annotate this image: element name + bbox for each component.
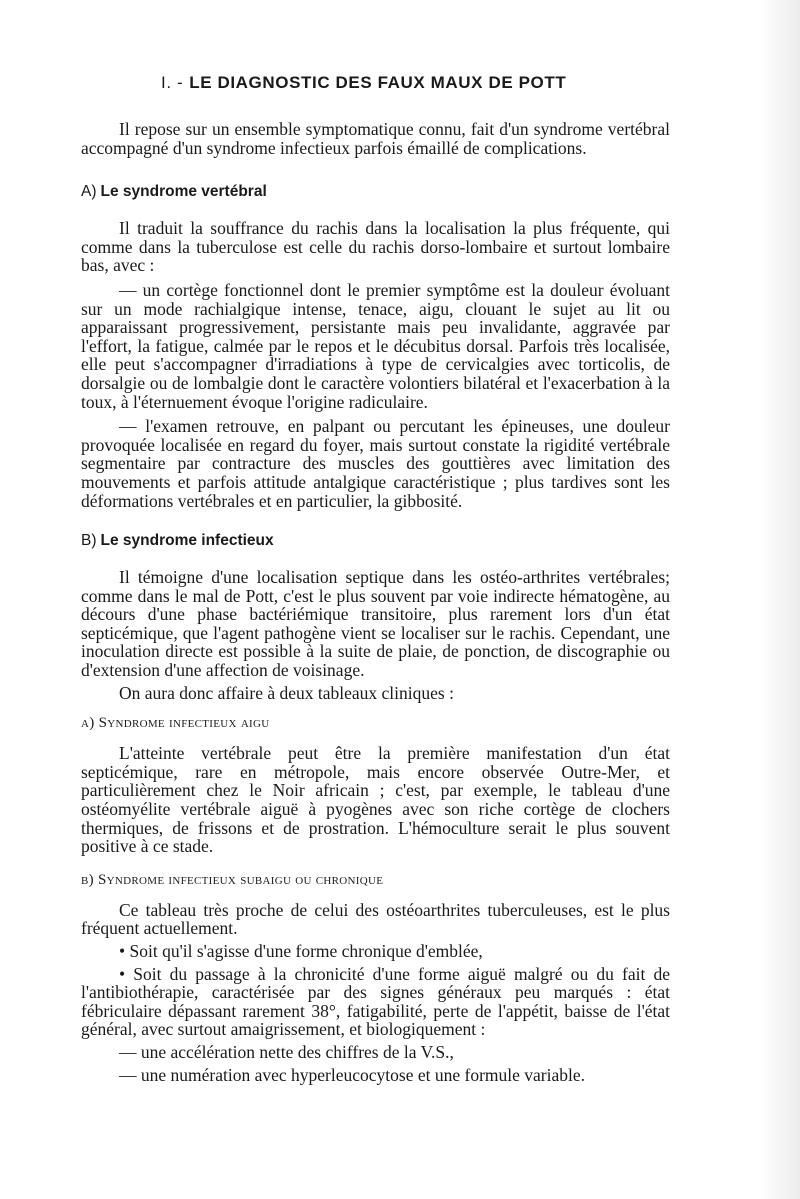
section-a-paragraph-1: Il traduit la souffrance du rachis dans la localisation la plus fréquente, qui comme dans la tuberculose est celle du rachis dorso-lombaire et surtout lombaire bas, avec : <box>81 218 670 276</box>
section-b-title: Le syndrome infectieux <box>100 532 274 550</box>
section-a-title: Le syndrome vertébral <box>100 183 267 201</box>
subsection-a-paragraph-1: L'atteinte vertébrale peut être la première manifestation d'un état septicémique, rare en métropole, mais encore observée Outre-Mer, et particulièrement chez le Noir africain ; c'est, par exemple, le tableau d'une ostéomyélite vertébrale aiguë à pyogènes avec son riche cortège de clochers thermiques, de frissons et de prostration. L'hémoculture serait le plus souvent positive à ce stade. <box>81 743 670 857</box>
title-number: I. - <box>161 73 184 92</box>
section-b-letter: B) <box>81 532 97 550</box>
subsection-acute <box>81 715 670 856</box>
title-text: LE DIAGNOSTIC DES FAUX MAUX DE POTT <box>189 73 567 92</box>
section-b-paragraph-1: Il témoigne d'une localisation septique dans les ostéo-arthrites vertébrales; comme dans le mal de Pott, c'est le plus souvent par voie indirecte hématogène, au décours d'une phase bactériémique transitoire, plus rarement lors d'un état septicémique, que l'agent pathogène vient se localiser sur le rachis. Cependant, une inoculation directe est possible à la suite de plaie, de ponction, de discographie ou d'extension d'une affection de voisinage. <box>81 567 670 681</box>
subsection-b-paragraph-4: — une accélération nette des chiffres de la V.S., <box>119 1041 454 1062</box>
section-a-paragraph-3: — l'examen retrouve, en palpant ou percutant les épineuses, une douleur provoquée localisée en regard du foyer, mais surtout constate la rigidité vertébrale segmentaire par contracture des muscles des gouttières avec limitation des mouvements et parfois attitude antalgique caractéristique ; plus tardives sont les déformations vertébrales et en particulier, la gibbosité. <box>81 416 670 511</box>
intro-paragraph: Il repose sur un ensemble symptomatique connu, fait d'un syndrome vertébral accompagné d'un syndrome infectieux parfois émaillé de complications. <box>81 119 670 158</box>
section-a-heading <box>81 183 670 201</box>
section-a-paragraph-2: — un cortège fonctionnel dont le premier symptôme est la douleur évoluant sur un mode rachialgique intense, tenace, aigu, clouant le sujet au lit ou apparaissant progressivement, persistante mais peu invalidante, aggravée par l'effort, la fatigue, calmée par le repos et le décubitus dorsal. Parfois très localisée, elle peut s'accompagner d'irradiations à type de cervicalgies avec torticolis, de dorsalgie ou de lombalgie dont le caractère volontiers bilatéral et l'exacerbation à la toux, à l'éternuement évoque l'origine radiculaire. <box>81 279 670 412</box>
section-vertebral <box>81 183 670 510</box>
subsection-a-heading: a) Syndrome infectieux aigu <box>81 715 270 732</box>
subsection-chronic <box>81 872 670 1084</box>
section-b-paragraph-2: On aura donc affaire à deux tableaux cliniques : <box>119 682 454 703</box>
section-a-letter: A) <box>81 183 97 201</box>
subsection-b-paragraph-2: • Soit qu'il s'agisse d'une forme chronique d'emblée, <box>119 941 483 961</box>
subsection-b-paragraph-3: • Soit du passage à la chronicité d'une forme aiguë malgré ou du fait de l'antibiothérapie, caractérisée par des signes généraux peu marqués : état fébriculaire dépassant rarement 38°, fatigabilité, perte de l'appétit, baisse de l'état général, avec surtout amaigrissement, et biologiquement : <box>81 963 670 1040</box>
subsection-b-paragraph-1: Ce tableau très proche de celui des ostéoarthrites tuberculeuses, est le plus fréquent actuellement. <box>81 899 670 939</box>
page-title <box>161 73 670 93</box>
section-b-heading <box>81 532 670 550</box>
page-edge-shading <box>760 0 800 1199</box>
subsection-b-paragraph-5: — une numération avec hyperleucocytose et une formule variable. <box>119 1064 585 1085</box>
subsection-b-heading: b) Syndrome infectieux subaigu ou chronique <box>81 871 384 888</box>
section-infectious <box>81 532 670 1084</box>
